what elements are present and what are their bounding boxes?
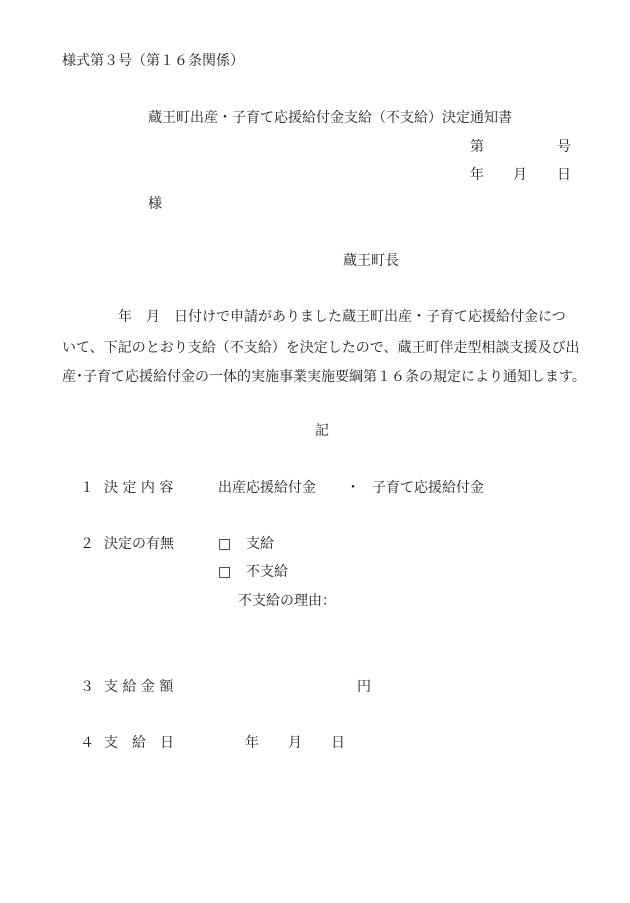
issue-date-month: 月 [513, 167, 527, 183]
decision-option-birth: 出産応援給付金 [218, 480, 316, 496]
amount-unit: 円 [357, 679, 371, 695]
checkbox-pay-label: 支給 [246, 536, 274, 552]
sender-name: 蔵王町長 [343, 253, 399, 269]
item-4-number: ４ [80, 735, 94, 751]
body-line-1-text: 年 月 日付けで申請がありました蔵王町出産・子育て応援給付金につ [118, 309, 566, 325]
payment-date-day: 日 [331, 735, 345, 751]
decision-option-separator: ・ [346, 480, 360, 496]
checkbox-nopay[interactable]: □ [218, 564, 232, 580]
nopay-reason-label: 不支給の理由： [238, 593, 336, 609]
checkbox-pay[interactable]: □ [218, 536, 232, 552]
body-paragraph-line-1 [62, 310, 582, 324]
item-2-label: 決定の有無 [104, 536, 174, 552]
recipient-honorific: 様 [148, 196, 162, 212]
item-2-number: ２ [80, 536, 94, 552]
form-number: 様式第３号（第１６条関係） [62, 53, 244, 69]
issue-date-day: 日 [557, 167, 571, 183]
issue-date-year: 年 [470, 167, 484, 183]
checkbox-nopay-label: 不支給 [246, 564, 288, 580]
item-1-label: 決 定 内 容 [104, 480, 174, 496]
payment-date-month: 月 [288, 735, 302, 751]
ki-heading: 記 [315, 423, 329, 439]
item-4-label: 支 給 日 [104, 735, 174, 751]
body-paragraph-line-3: 産･子育て応援給付金の一体的実施事業実施要綱第１６条の規定により通知します。 [62, 369, 586, 385]
item-3-label: 支 給 金 額 [104, 679, 174, 695]
item-1-number: １ [80, 480, 94, 496]
doc-number-prefix: 第 [470, 139, 484, 155]
doc-number-suffix: 号 [557, 139, 571, 155]
document-title: 蔵王町出産・子育て応援給付金支給（不支給）決定通知書 [148, 110, 512, 126]
item-3-number: ３ [80, 679, 94, 695]
payment-date-year: 年 [245, 735, 259, 751]
body-paragraph-line-2: いて、下記のとおり支給（不支給）を決定したので、蔵王町伴走型相談支援及び出 [62, 340, 580, 356]
decision-option-childcare: 子育て応援給付金 [372, 480, 484, 496]
